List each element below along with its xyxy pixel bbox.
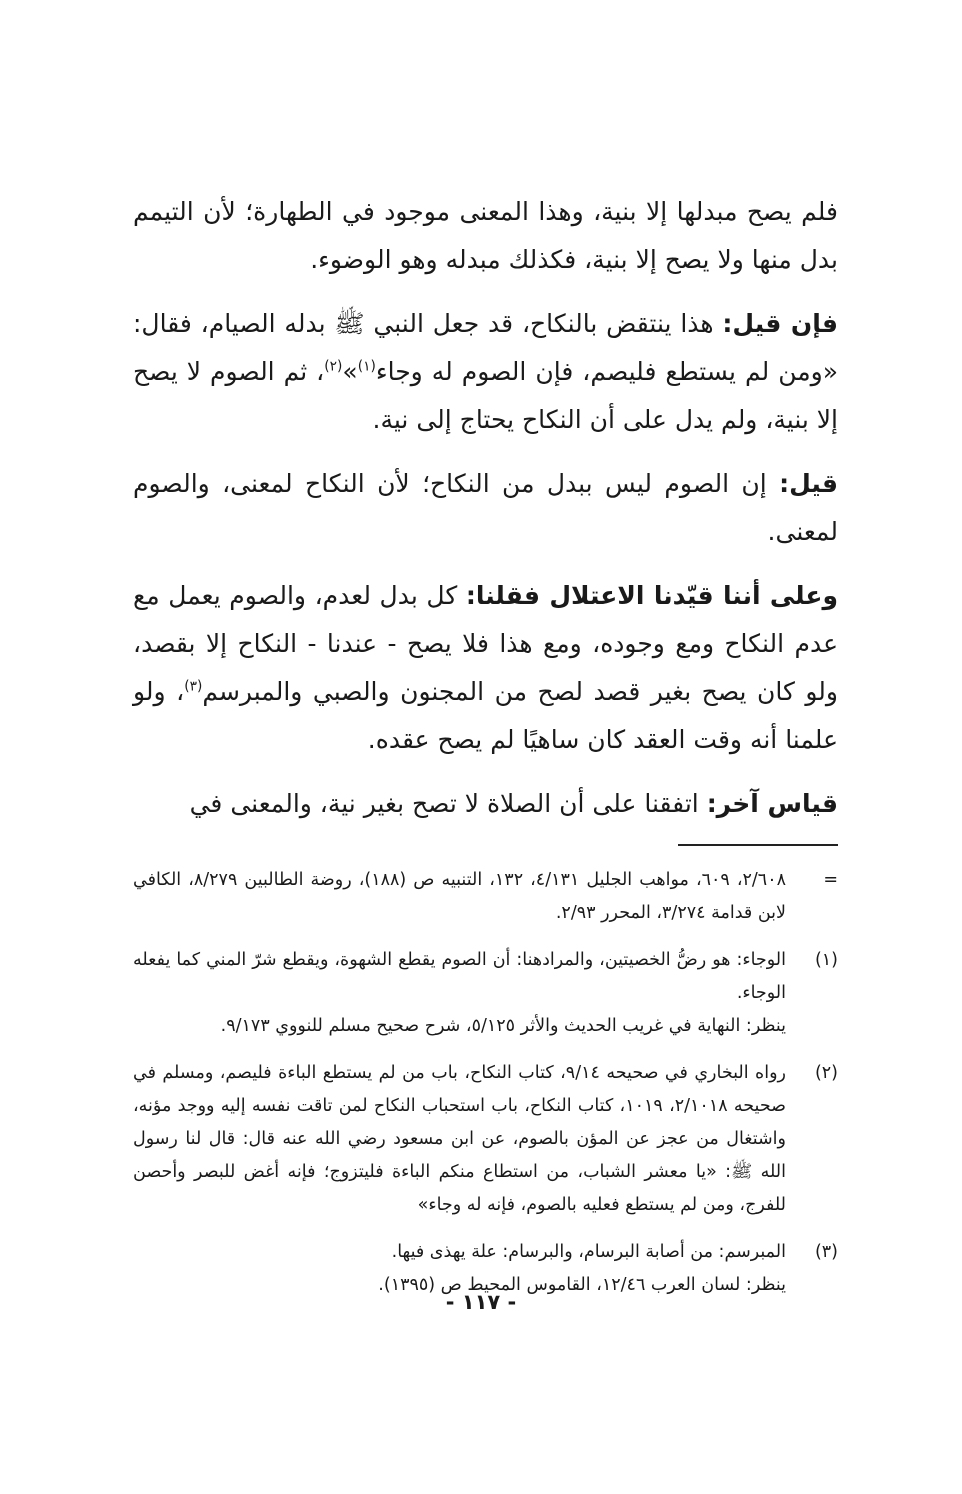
paragraph-2-lead: فإن قيل: [722,309,839,338]
footnote-marker-2: (٢) [324,358,343,375]
paragraph-2-text-a: هذا ينتقض بالنكاح، قد جعل النبي ﷺ بدله الصيام، فقال: «ومن لم يستطع فليصم، فإن الصوم له وجاء [133,309,839,386]
paragraph-3 [133,460,838,556]
footnote-continuation-text: ٢/٦٠٨، ٦٠٩، مواهب الجليل ٤/١٣١، ١٣٢، التنبيه ص (١٨٨)، روضة الطالبين ٨/٢٧٩، الكافي لابن قدامة ٣/٢٧٤، المحرر ٢/٩٣. [133,870,786,923]
paragraph-3-lead: قيل: [779,469,838,498]
main-text [133,188,838,828]
footnote-3-text: المبرسم: من أصابة البرسام، والبرسام: علة يهذى فيها. [391,1242,786,1262]
paragraph-4 [133,572,838,764]
paragraph-5-lead: قياس آخر: [706,789,838,818]
footnotes [133,864,838,1302]
paragraph-1 [133,188,838,284]
paragraph-3-text: إن الصوم ليس ببدل من النكاح؛ لأن النكاح لمعنى، والصوم لمعنى. [133,469,838,546]
paragraph-2 [133,300,838,444]
footnote-1 [133,944,838,1043]
footnote-1-reference: ينظر: النهاية في غريب الحديث والأثر ٥/١٢٥، شرح صحيح مسلم للنووي ٩/١٧٣. [220,1016,786,1036]
paragraph-4-lead: وعلى أننا قيّدنا الاعتلال فقلنا: [465,581,838,610]
paragraph-2-text-b: ، ثم الصوم لا يصح إلا بنية، ولم يدل على أن النكاح يحتاج إلى نية. [133,357,838,434]
footnote-3-mark: (٣) [814,1242,838,1262]
footnote-2 [133,1057,838,1222]
footnote-marker-1: (١) [357,358,376,375]
footnote-1-text: الوجاء: هو رضُّ الخصيتين، والمرادهنا: أن الصوم يقطع الشهوة، ويقطع شرّ المني كما يفعله الوجاء. [133,950,786,1003]
paragraph-4-text-b: ، ولو علمنا أنه وقت العقد كان ساهيًا لم يصح عقده. [133,677,838,754]
paragraph-5-text: اتفقنا على أن الصلاة لا تصح بغير نية، والمعنى في [189,789,707,818]
footnote-2-mark: (٢) [814,1063,838,1083]
footnote-1-mark: (١) [814,950,838,970]
paragraph-4-text-a: كل بدل لعدم، والصوم يعمل مع عدم النكاح ومع وجوده، ومع هذا فلا يصح - عندنا - النكاح إلا بقصد، ولو كان يصح بغير قصد لصح من المجنون والصبي والمبرسم [133,581,838,706]
footnote-2-text: رواه البخاري في صحيحه ٩/١٤، كتاب النكاح، باب من لم يستطع الباءة فليصم، ومسلم في صحيحه ٢/١٠١٨، ١٠١٩، كتاب النكاح، باب استحباب النكاح لمن تاقت نفسه إليه ووجد مؤنه، واشتغال من عجز عن المؤن بالصوم، عن ابن مسعود رضي الله عنه قال: قال لنا رسول الله ﷺ: «يا معشر الشباب، من استطاع منكم الباءة فليتزوج؛ فإنه أغض للبصر وأحصن للفرج، ومن لم يستطع فعليه بالصوم، فإنه له وجاء» [133,1063,786,1215]
footnote-marker-3: (٣) [184,678,203,695]
page-content [133,188,838,1316]
paragraph-5 [133,780,838,828]
page-number: - ١١٧ - [445,1290,517,1314]
paragraph-1-text: فلم يصح مبدلها إلا بنية، وهذا المعنى موجود في الطهارة؛ لأن التيمم بدل منها ولا يصح إلا بنية، فكذلك مبدله وهو الوضوء. [133,197,838,274]
footnote-3-reference: ينظر: لسان العرب ١٢/٤٦، القاموس المحيط ص (١٣٩٥). [378,1275,786,1295]
footnote-divider [678,844,838,846]
footnote-continuation [133,864,838,930]
paragraph-2-quote-close: » [342,357,358,386]
footnote-continuation-mark: = [823,870,838,890]
